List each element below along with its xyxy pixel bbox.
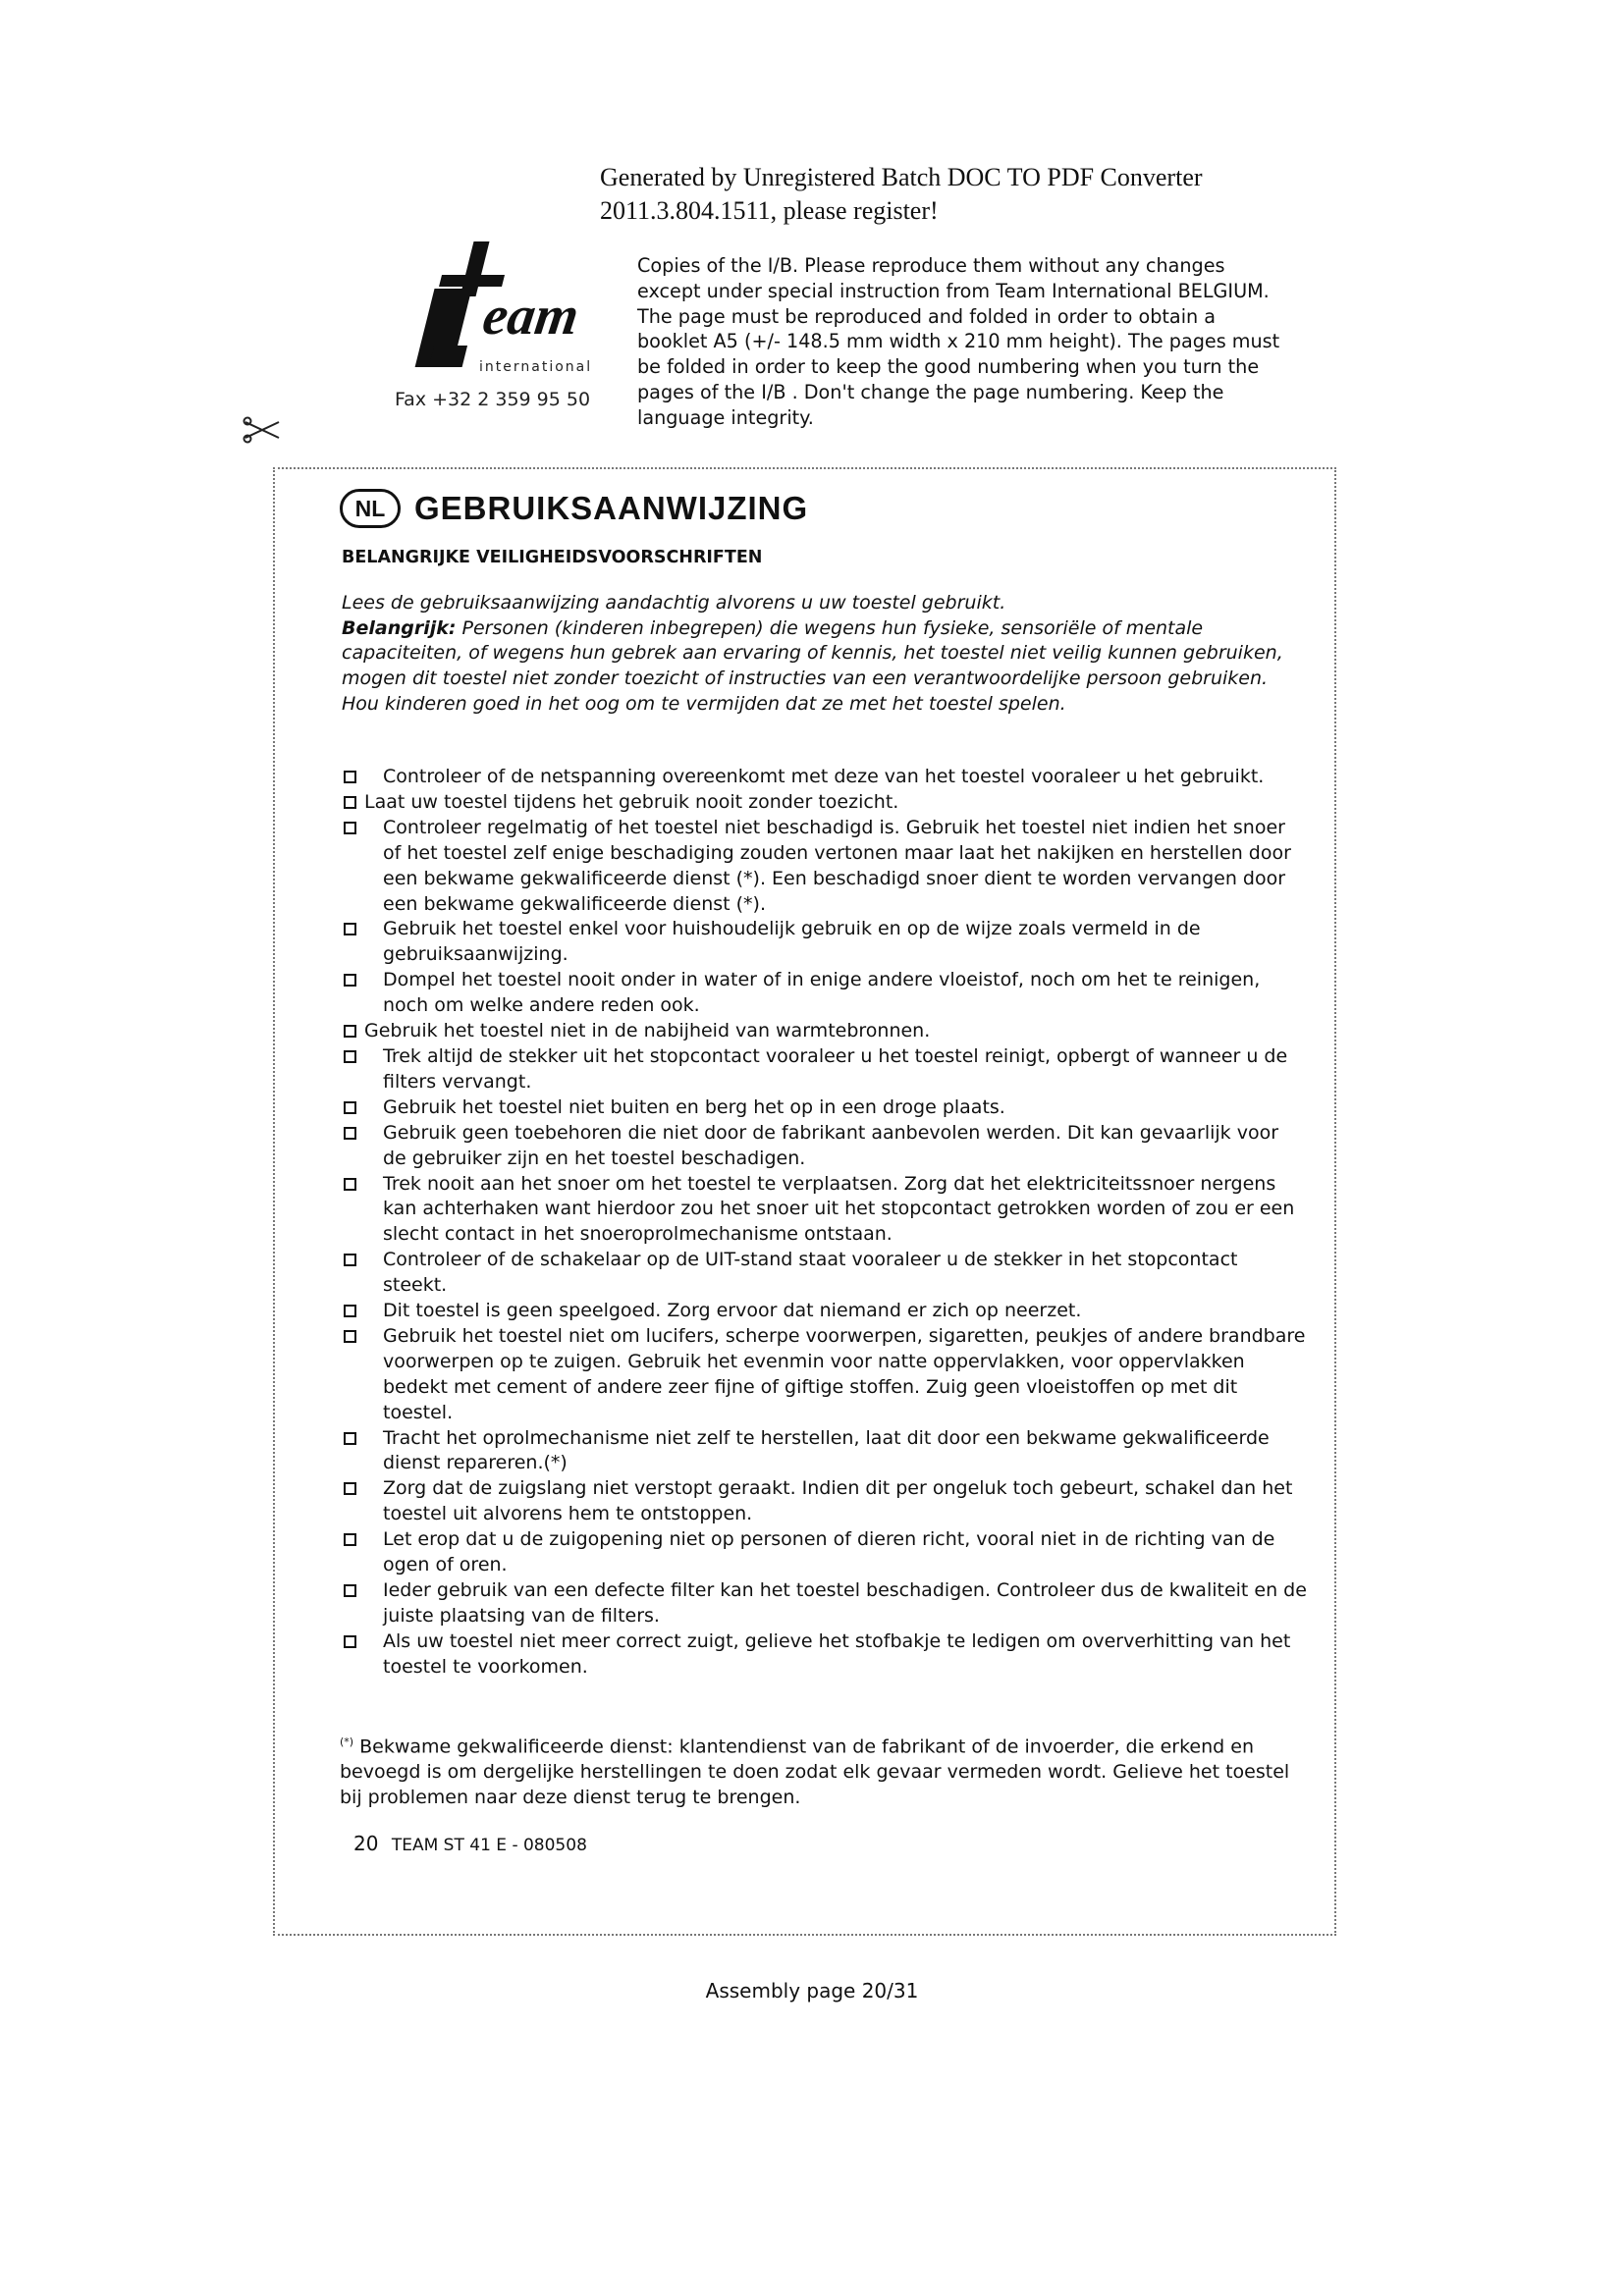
bullet-text: Controleer regelmatig of het toestel niet beschadigd is. Gebruik het toestel niet indien het snoer of het toestel zelf enige beschadiging zouden vertonen maar laat het nakijken en herstellen door een bekwame gekwalificeerde dienst (*). Een beschadigd snoer dient te worden vervangen door een bekwame gekwalificeerde dienst (*). — [383, 816, 1291, 915]
page-footer — [353, 1832, 587, 1855]
bullet-text: Zorg dat de zuigslang niet verstopt geraakt. Indien dit per ongeluk toch gebeurt, schakel dan het toestel uit alvorens hem te ontstoppen. — [383, 1477, 1293, 1525]
bullet-text: Let erop dat u de zuigopening niet op personen of dieren richt, vooral niet in de richting van de ogen of oren. — [383, 1528, 1275, 1576]
checkbox-icon — [344, 1254, 356, 1266]
assembly-page-label: Assembly page 20/31 — [705, 1979, 919, 2002]
list-item — [340, 1426, 1307, 1477]
list-item — [340, 1324, 1307, 1426]
intro-paragraph — [342, 591, 1304, 718]
list-item — [340, 816, 1307, 918]
reproduction-instructions: Copies of the I/B. Please reproduce them without any changes except under special instruction from Team International BELGIUM. The page must be reproduced and folded in order to obtain a booklet A5 (+/- 148.5 mm width x 210 mm height). The pages must be folded in order to keep the good numbering when you turn the pages of the I/B . Don't change the page numbering. Keep the language integrity. — [637, 254, 1280, 429]
list-item — [340, 1044, 1307, 1095]
important-paragraph — [342, 616, 1304, 718]
list-item — [340, 1527, 1307, 1578]
checkbox-icon — [344, 1050, 356, 1063]
bullet-text: Als uw toestel niet meer correct zuigt, gelieve het stofbakje te ledigen om oververhitting van het toestel te voorkomen. — [383, 1629, 1291, 1678]
bullet-text: Gebruik het toestel enkel voor huishoudelijk gebruik en op de wijze zoals vermeld in de gebruiksaanwijzing. — [383, 918, 1201, 966]
list-item — [340, 1578, 1307, 1629]
bullet-text: Controleer of de netspanning overeenkomt met deze van het toestel vooraleer u het gebruikt. — [383, 766, 1265, 787]
list-item — [340, 1476, 1307, 1527]
watermark-line-2: 2011.3.804.1511, please register! — [600, 196, 939, 225]
list-item — [340, 917, 1307, 968]
checkbox-icon — [344, 923, 356, 935]
checkbox-icon — [344, 1178, 356, 1191]
bullet-text: Ieder gebruik van een defecte filter kan het toestel beschadigen. Controleer dus de kwaliteit en de juiste plaatsing van de filters. — [383, 1579, 1307, 1627]
list-item — [340, 1019, 1307, 1044]
checkbox-icon — [344, 822, 356, 834]
bullet-text: Gebruik het toestel niet in de nabijheid van warmtebronnen. — [364, 1020, 931, 1042]
list-item — [340, 1299, 1307, 1324]
fax-number: Fax +32 2 359 95 50 — [395, 389, 591, 410]
list-item — [340, 1248, 1307, 1299]
scissors-icon — [242, 416, 281, 450]
converter-watermark — [600, 161, 1307, 228]
list-item — [340, 790, 1307, 816]
important-text: Personen (kinderen inbegrepen) die wegens hun fysieke, sensoriële of mentale capaciteiten, of wegens hun gebrek aan ervaring of kennis, het toestel niet veilig kunnen gebruiken, mogen dit toestel niet zonder toezicht of instructies van een verantwoordelijke persoon gebruiken. Hou kinderen goed in het oog om te vermijden dat ze met het toestel spelen. — [342, 616, 1283, 715]
watermark-line-1: Generated by Unregistered Batch DOC TO PDF Converter — [600, 163, 1203, 191]
checkbox-icon — [344, 1584, 356, 1597]
svg-text:eam: eam — [479, 286, 583, 347]
important-label: Belangrijk: — [342, 616, 457, 639]
list-item — [340, 1121, 1307, 1172]
safety-bullet-list — [340, 765, 1307, 1681]
list-item — [340, 1172, 1307, 1249]
section-title: GEBRUIKSAANWIJZING — [414, 490, 809, 526]
checkbox-icon — [344, 1305, 356, 1317]
checkbox-icon — [344, 1533, 356, 1546]
bullet-text: Trek altijd de stekker uit het stopcontact vooraleer u het toestel reinigt, opbergt of wanneer u de filters vervangt. — [383, 1044, 1288, 1093]
section-subtitle: BELANGRIJKE VEILIGHEIDSVOORSCHRIFTEN — [342, 548, 763, 567]
footnote-mark: (*) — [340, 1735, 354, 1748]
footnote-text: Bekwame gekwalificeerde dienst: klantendienst van de fabrikant of de invoerder, die erkend en bevoegd is om dergelijke herstellingen te doen zodat elk gevaar vermeden wordt. Gelieve het toestel bij problemen naar deze dienst terug te brengen. — [340, 1735, 1290, 1809]
page-number: 20 — [353, 1832, 379, 1855]
list-item — [340, 1629, 1307, 1681]
section-title-row — [340, 485, 808, 532]
checkbox-icon — [344, 1635, 356, 1648]
bullet-text: Tracht het oprolmechanisme niet zelf te herstellen, laat dit door een bekwame gekwalificeerde dienst repareren.(*) — [383, 1426, 1270, 1474]
bullet-text: Dompel het toestel nooit onder in water of in enige andere vloeistof, noch om het te reinigen, noch om welke andere reden ook. — [383, 969, 1261, 1017]
svg-text:international: international — [479, 359, 593, 375]
checkbox-icon — [344, 974, 356, 987]
checkbox-icon — [344, 1482, 356, 1495]
bullet-text: Trek nooit aan het snoer om het toestel te verplaatsen. Zorg dat het elektriciteitssnoer nergens kan achterhaken want hierdoor zou het snoer uit het stopcontact getrokken worden of zou er een slecht contact in het snoeroprolmechanisme ontstaan. — [383, 1172, 1295, 1246]
checkbox-icon — [344, 1330, 356, 1343]
language-badge: NL — [340, 489, 401, 528]
team-logo-icon — [414, 236, 601, 383]
bullet-text: Dit toestel is geen speelgoed. Zorg ervoor dat niemand er zich op neerzet. — [383, 1300, 1082, 1322]
checkbox-icon — [344, 1101, 356, 1114]
list-item — [340, 1095, 1307, 1121]
bullet-text: Laat uw toestel tijdens het gebruik nooit zonder toezicht. — [364, 790, 899, 813]
list-item — [340, 968, 1307, 1019]
intro-line: Lees de gebruiksaanwijzing aandachtig alvorens u uw toestel gebruikt. — [342, 592, 1006, 614]
checkbox-icon — [344, 1432, 356, 1445]
checkbox-icon — [344, 771, 356, 783]
bullet-text: Gebruik het toestel niet buiten en berg het op in een droge plaats. — [383, 1095, 1005, 1118]
bullet-text: Controleer of de schakelaar op de UIT-stand staat vooraleer u de stekker in het stopcontact steekt. — [383, 1249, 1238, 1297]
bullet-text: Gebruik geen toebehoren die niet door de fabrikant aanbevolen werden. Dit kan gevaarlijk voor de gebruiker zijn en het toestel beschadigen. — [383, 1121, 1278, 1169]
checkbox-icon — [344, 1025, 356, 1038]
checkbox-icon — [344, 796, 356, 809]
bullet-text: Gebruik het toestel niet om lucifers, scherpe voorwerpen, sigaretten, peukjes of andere brandbare voorwerpen op te zuigen. Gebruik het evenmin voor natte oppervlakken, voor oppervlakken bedekt met cement of andere zeer fijne of giftige stoffen. Zuig geen vloeistoffen op met dit toestel. — [383, 1324, 1306, 1423]
list-item — [340, 765, 1307, 790]
footnote — [340, 1730, 1307, 1811]
document-reference: TEAM ST 41 E - 080508 — [391, 1836, 587, 1855]
checkbox-icon — [344, 1127, 356, 1140]
